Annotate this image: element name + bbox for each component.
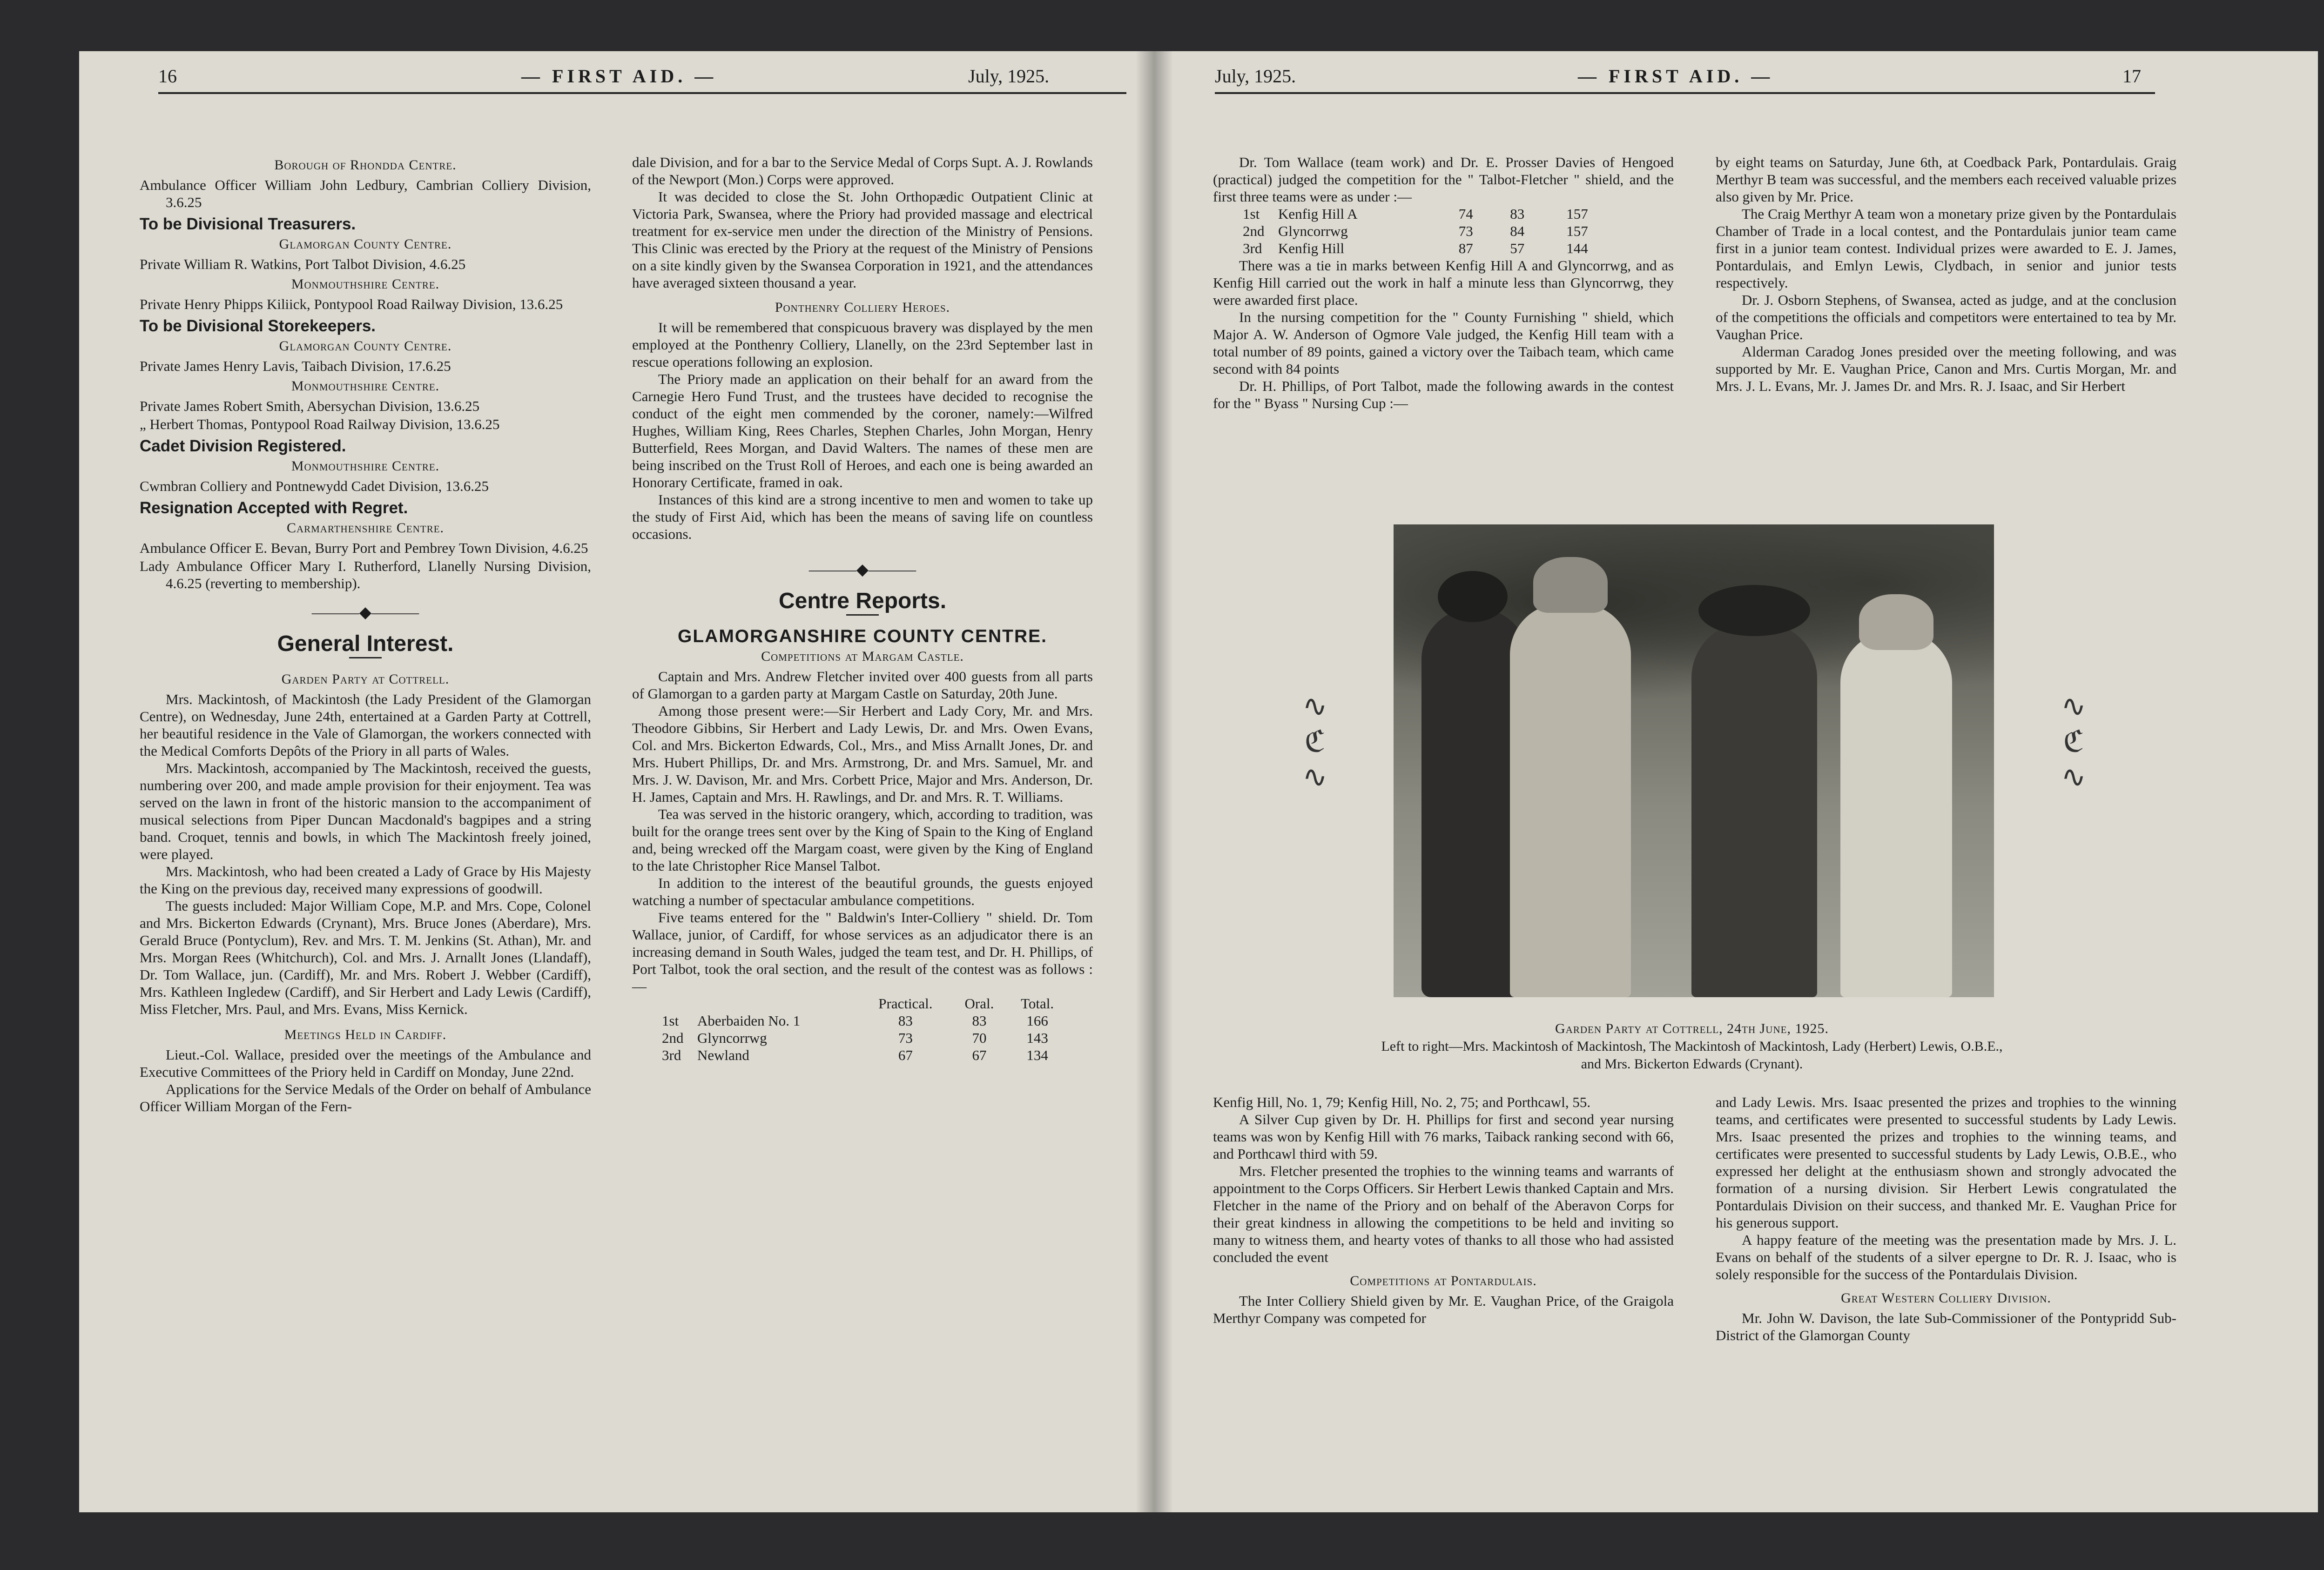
section-heading: Meetings Held in Cardiff. [284,1027,447,1042]
section-heading: Competitions at Pontardulais. [1350,1273,1537,1288]
subsection-title: Cadet Division Registered. [140,437,346,455]
table-cell: 83 [898,1013,913,1029]
subsection-title: To be Divisional Storekeepers. [140,317,376,335]
hat-icon [1438,571,1508,622]
table-cell [694,995,859,1012]
list-item: Ambulance Officer William John Ledbury, Cambrian Colliery Division, 3.6.25 [140,177,591,210]
table-cell: Kenfig Hill A [1278,206,1358,222]
table-header-row [658,995,1068,1012]
results-table [1239,205,1611,257]
paragraph: A Silver Cup given by Dr. H. Phillips for first and second year nursing teams was won by Kenfig Hill with 76 marks, Taiback ranking second with 66, and Porthcawl third with 59. [1213,1111,1674,1162]
scroll-ornament-icon: ∿ ℭ ∿ [1302,690,1327,793]
paragraph: Alderman Caradog Jones presided over the meeting following, and was supported by Mr. E. Vaughan Price, Canon and Mrs. Curtis Morgan, Mr. and Mrs. J. L. Evans, Mr. J. James Dr. and Mrs. R. J. Isaac, and Sir Herbert [1716,343,2176,394]
running-title: — FIRST AID. — [521,66,717,87]
paragraph: The Priory made an application on their behalf for an award from the Carnegie Hero Fund Trust, and the trustees have decided to recognise the conduct of the eight men commended by the coroner, namely:—Wilfred Hughes, William King, Rees Charles, Stephen Charles, John Morgan, Henry Butterfield, Rees Morgan, and David Walters. The names of these men are being inscribed on the Trust Roll of Heroes, and each one is being awarded an Honorary Certificate, framed in oak. [632,371,1093,490]
subsection-title: Resignation Accepted with Regret. [140,499,408,517]
paragraph: Applications for the Service Medals of the Order on behalf of Ambulance Officer William Morgan of the Fern- [140,1081,591,1114]
table-cell: 67 [972,1047,987,1063]
table-cell: 74 [1458,206,1473,222]
paragraph: and Lady Lewis. Mrs. Isaac presented the prizes and trophies to the winning teams, and certificates were presented to successful students by Lady Lewis. Mrs. Isaac presented the prizes and trophies to the winning teams, and certificates were presented to successful students by Lady Lewis, O.B.E., who expressed her delight at the enthusiasm shown and strongly advocated the formation of a nursing division. Sir Herbert Lewis congratulated the Pontardulais Division on their success, and thanked Mr. E. Vaughan Price for his generous support. [1716,1094,2176,1231]
paragraph: Dr. Tom Wallace (team work) and Dr. E. Prosser Davies of Hengoed (practical) judged the competition for the " Talbot-Fletcher " shield, and the first three teams were as under :— [1213,154,1674,205]
paragraph: Mrs. Mackintosh, who had been created a Lady of Grace by His Majesty the King on the previous day, received many expressions of goodwill. [140,863,591,897]
issue-date: July, 1925. [1215,66,1296,87]
hat-icon [1859,594,1933,650]
table-cell: 157 [1566,223,1588,239]
list-item: Private James Henry Lavis, Taibach Division, 17.6.25 [140,358,451,374]
table-row [658,1029,1068,1047]
centre-title: GLAMORGANSHIRE COUNTY CENTRE. [678,626,1047,646]
table-header-cell: Total. [1021,995,1054,1012]
issue-date: July, 1925. [968,66,1050,87]
table-cell: 73 [1458,223,1473,239]
ornament-divider: ———◆——— [808,561,916,578]
table-cell: 157 [1566,206,1588,222]
paragraph: It was decided to close the St. John Orthopædic Outpatient Clinic at Victoria Park, Swansea, where the Priory had provided massage and electrical treatment for ex-service men under the direction of the Ministry of Pensions. This Clinic was erected by the Priory at the request of the Ministry of Pensions on a site kindly given by the Swansea Corporation in 1921, and the attendances have averaged sixteen thousand a year. [632,188,1093,291]
table-cell: 73 [898,1030,913,1046]
paragraph: Kenfig Hill, No. 1, 79; Kenfig Hill, No. 2, 75; and Porthcawl, 55. [1213,1094,1591,1110]
table-cell [658,995,694,1012]
paragraph: Mrs. Fletcher presented the trophies to the winning teams and warrants of appointment to the Corps Officers. Sir Herbert Lewis thanked Captain and Mrs. Fletcher in the name of the Priory and on behalf of the Aberavon Corps for their great kindness in allowing the competitions to be held and inviting so many to witness them, and hearty votes of thanks to all those who had assisted concluded the event [1213,1163,1674,1265]
paragraph: Among those present were:—Sir Herbert and Lady Cory, Mr. and Mrs. Theodore Gibbins, Sir Herbert and Lady Lewis, Dr. and Mrs. Owen Evans, Col. and Mrs. Bickerton Edwards, Col., Mrs., and Miss Arnallt Jones, Dr. and Mrs. Hubert Phillips, Dr. and Mrs. Armstrong, Dr. and Mrs. Samuel, Mr. and Mrs. J. W. Davison, Mr. and Mrs. Corbett Price, Major and Mrs. Anderson, Dr. H. James, Captain and Mrs. H. Rawlings, and Dr. and Mrs. R. T. Williams. [632,703,1093,805]
right-page-header [1215,60,2155,88]
table-row [658,1047,1068,1064]
left-column-1 [140,154,591,1115]
list-item: Private Henry Phipps Kiliick, Pontypool Road Railway Division, 13.6.25 [140,296,563,312]
list-item: „ Herbert Thomas, Pontypool Road Railway Division, 13.6.25 [140,416,500,432]
section-heading: Great Western Colliery Division. [1841,1290,2051,1306]
paragraph: In addition to the interest of the beautiful grounds, the guests enjoyed watching a number of spectacular ambulance competitions. [632,875,1093,908]
table-cell: Glyncorrwg [697,1030,767,1046]
figure-lady-lewis [1691,622,1817,997]
list-item: Lady Ambulance Officer Mary I. Rutherford, Llanelly Nursing Division, 4.6.25 (reverting to membership). [140,558,591,591]
paragraph: Lieut.-Col. Wallace, presided over the meetings of the Ambulance and Executive Committees of the Priory held in Cardiff on Monday, June 22nd. [140,1047,591,1080]
section-heading: Borough of Rhondda Centre. [274,157,457,173]
section-title: Centre Reports. [778,589,947,613]
section-heading: Garden Party at Cottrell. [281,671,450,687]
paragraph: Tea was served in the historic orangery, which, according to tradition, was built for the orange trees sent over by the King of Spain to the King of England and, being wrecked off the Margam coast, were given by the King of England to the late Christopher Rice Mansel Talbot. [632,806,1093,874]
figure-the-mackintosh [1510,604,1631,997]
paragraph: Mrs. Mackintosh, accompanied by The Mackintosh, received the guests, numbering over 200, and made ample provision for their enjoyment. Tea was served on the lawn in front of the historic mansion to the accompaniment of musical selections from Piper Duncan Macdonald's bagpipes and a string band. Croquet, tennis and bowls, in which The Mackintosh freely joined, were played. [140,760,591,862]
table-cell: 3rd [1243,240,1262,256]
list-item: Private James Robert Smith, Abersychan Division, 13.6.25 [140,398,480,414]
table-cell: 83 [1510,206,1525,222]
table-cell: Kenfig Hill [1278,240,1345,256]
section-heading: Monmouthshire Centre. [291,458,440,474]
section-heading: Monmouthshire Centre. [291,378,440,394]
header-rule [158,92,1126,94]
hat-icon [1698,585,1810,636]
paragraph: Dr. J. Osborn Stephens, of Swansea, acted as judge, and at the conclusion of the competitions the officials and competitors were entertained to tea by Mr. Vaughan Price. [1716,292,2176,342]
paragraph: It will be remembered that conspicuous bravery was displayed by the men employed at the Ponthenry Colliery, Llanelly, on the 23rd September last in rescue operations following an explosion. [632,319,1093,370]
paragraph: There was a tie in marks between Kenfig Hill A and Glyncorrwg, and as Kenfig Hill carried out the work in half a minute less than Glyncorrwg, they were awarded first place. [1213,257,1674,308]
page-number: 17 [2122,66,2141,87]
table-cell: 166 [1026,1013,1048,1029]
paragraph: The guests included: Major William Cope, M.P. and Mrs. Cope, Colonel and Mrs. Bickerton Edwards (Crynant), Mrs. Bruce Jones (Aberdare), Mrs. Gerald Bruce (Pontyclum), Rev. and Mrs. T. M. Jenkins (St. Athan), Mr. and Mrs. Morgan Rees (Whitchurch), Col. and Mrs. J. Arnallt Jones (Llandaff), Dr. Tom Wallace, jun. (Cardiff), Mr. and Mrs. Robert J. Webber (Cardiff), Mrs. Kathleen Ingledew (Cardiff), and Sir Herbert and Lady Lewis (Cardiff), Miss Fletcher, Mrs. Paul, and Mrs. Evans, Miss Kernick. [140,898,591,1017]
photo-caption [1257,1020,2127,1073]
table-cell: 84 [1510,223,1525,239]
paragraph: Five teams entered for the " Baldwin's Inter-Colliery " shield. Dr. Tom Wallace, junior, of Cardiff, for whose services as an adjudicator there is an increasing demand in South Wales, judged the team test, and Dr. H. Phillips, of Port Talbot, took the oral section, and the result of the contest was as follows :— [632,909,1093,994]
section-title: General Interest. [277,631,454,656]
table-row [1239,205,1611,222]
results-table [658,995,1068,1064]
caption-title: Garden Party at Cottrell, 24th June, 1925. [1555,1021,1829,1036]
table-header-cell: Practical. [878,995,933,1012]
table-cell: 87 [1458,240,1473,256]
paragraph: Captain and Mrs. Andrew Fletcher invited over 400 guests from all parts of Glamorgan to a garden party at Margam Castle on Saturday, 20th June. [632,668,1093,702]
table-cell: 83 [972,1013,987,1029]
table-cell: Newland [697,1047,749,1063]
title-rule [846,614,879,616]
table-cell: 3rd [662,1047,681,1063]
title-rule [349,657,382,658]
right-column-1 [1213,154,1674,412]
right-column-3 [1213,1094,1674,1327]
table-cell: 1st [1243,206,1260,222]
table-cell: 70 [972,1030,987,1046]
section-heading: Carmarthenshire Centre. [286,520,445,536]
paragraph: In the nursing competition for the " County Furnishing " shield, which Major A. W. Anderson of Ogmore Vale judged, the Kenfig Hill team with a total number of 89 points, gained a victory over the Taibach team, which came second with 84 points [1213,309,1674,377]
paragraph: Instances of this kind are a strong incentive to men and women to take up the study of First Aid, which has been the means of saving life on countless occasions. [632,491,1093,542]
section-heading: Ponthenry Colliery Heroes. [775,300,950,315]
garden-party-photograph [1394,524,1994,997]
ornament-divider: ———◆——— [311,604,419,621]
paragraph: A happy feature of the meeting was the presentation made by Mrs. J. L. Evans on behalf of the students of a silver epergne to Dr. R. J. Isaac, who is solely responsible for the success of the Pontardulais Division. [1716,1232,2176,1282]
table-cell: 57 [1510,240,1525,256]
table-header-cell: Oral. [964,995,994,1012]
table-cell: Aberbaiden No. 1 [697,1013,801,1029]
table-row [658,1012,1068,1029]
table-row [1239,240,1611,257]
right-column-2 [1716,154,2176,395]
figure-mrs-bickerton-edwards [1840,631,1952,997]
table-row [1239,222,1611,240]
left-column-2 [632,154,1093,1064]
paragraph: The Inter Colliery Shield given by Mr. E. Vaughan Price, of the Graigola Merthyr Company was competed for [1213,1293,1674,1326]
paragraph: dale Division, and for a bar to the Service Medal of Corps Supt. A. J. Rowlands of the Newport (Mon.) Corps were approved. [632,154,1093,188]
list-item: Cwmbran Colliery and Pontnewydd Cadet Division, 13.6.25 [140,478,489,494]
paragraph: Mrs. Mackintosh, of Mackintosh (the Lady President of the Glamorgan Centre), on Wednesday, June 24th, entertained at a Garden Party at Cottrell, her beautiful residence in the Vale of Glamorgan, the workers connected with the Medical Comforts Depôts of the Priory in all parts of Wales. [140,691,591,759]
caption-line: Left to right—Mrs. Mackintosh of Mackintosh, The Mackintosh of Mackintosh, Lady (Herbert) Lewis, O.B.E., [1381,1039,2003,1054]
section-heading: Monmouthshire Centre. [291,276,440,292]
hat-icon [1533,557,1608,613]
right-column-4 [1716,1094,2176,1344]
paragraph: Dr. H. Phillips, of Port Talbot, made the following awards in the contest for the " Byass " Nursing Cup :— [1213,378,1674,411]
caption-line: and Mrs. Bickerton Edwards (Crynant). [1581,1056,1803,1072]
table-cell: 1st [662,1013,679,1029]
table-cell: 143 [1026,1030,1048,1046]
table-cell: Glyncorrwg [1278,223,1348,239]
table-cell: 144 [1566,240,1588,256]
table-cell: 67 [898,1047,913,1063]
paragraph: The Craig Merthyr A team won a monetary prize given by the Pontardulais Chamber of Trade in a local contest, and the Pontardulais junior team came first in a junior team contest. Individual prizes were awarded to E. J. James, Pontardulais, and Emlyn Lewis, Clydbach, in senior and junior tests respectively. [1716,206,2176,291]
section-heading: Glamorgan County Centre. [279,338,452,354]
section-heading: Competitions at Margam Castle. [761,649,964,664]
section-heading: Glamorgan County Centre. [279,236,452,252]
page-number: 16 [158,66,177,87]
table-cell: 2nd [1243,223,1265,239]
list-item: Private William R. Watkins, Port Talbot Division, 4.6.25 [140,256,466,272]
subsection-title: To be Divisional Treasurers. [140,215,356,233]
table-cell: 2nd [662,1030,684,1046]
scroll-ornament-icon: ∿ ℭ ∿ [2061,690,2086,793]
list-item: Ambulance Officer E. Bevan, Burry Port and Pembrey Town Division, 4.6.25 [140,540,588,556]
left-page-header [158,60,1126,88]
paragraph: Mr. John W. Davison, the late Sub-Commissioner of the Pontypridd Sub-District of the Glamorgan County [1716,1310,2176,1343]
running-title: — FIRST AID. — [1578,66,1774,87]
paragraph: by eight teams on Saturday, June 6th, at Coedback Park, Pontardulais. Graig Merthyr B team was successful, and the members each received valuable prizes also given by Mr. Price. [1716,154,2176,205]
table-cell: 134 [1026,1047,1048,1063]
header-rule [1215,92,2155,94]
